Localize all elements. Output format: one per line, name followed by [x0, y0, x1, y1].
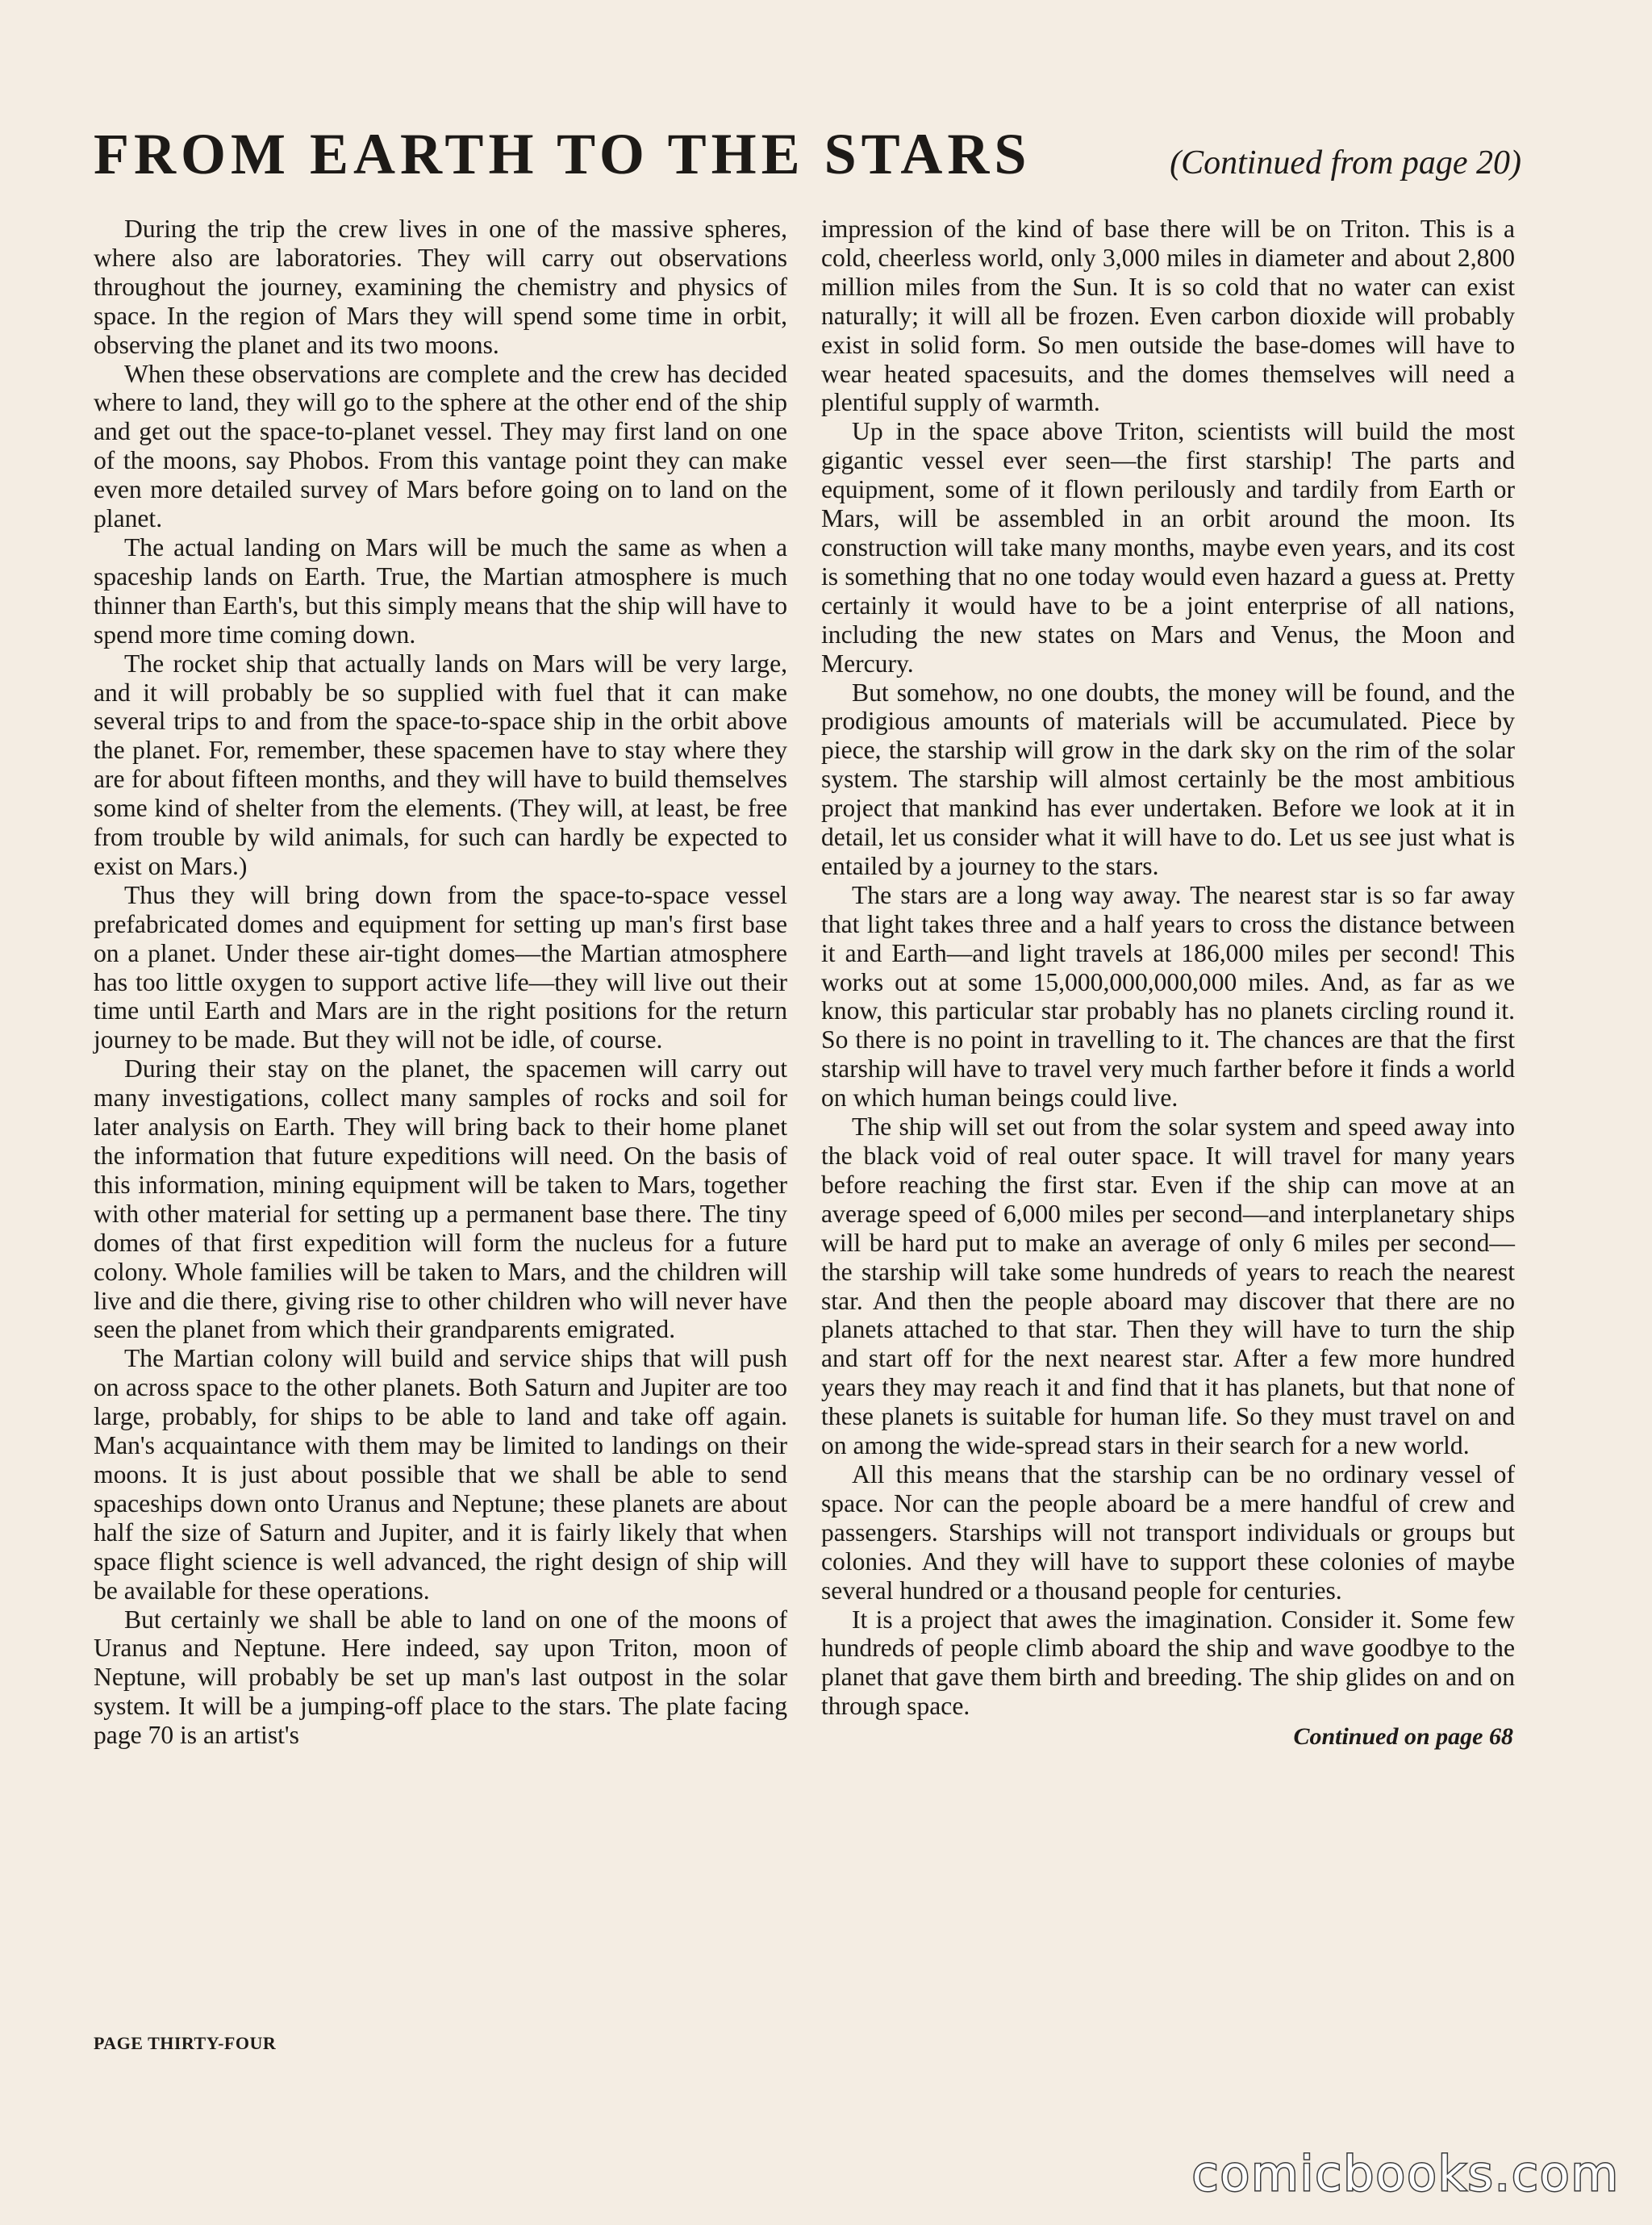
paragraph: Thus they will bring down from the space-to-space vessel prefabricated domes and equipment for setting up man's first base on a planet. Under these air-tight domes—the Martian atmosphere has too little oxygen to support active life—they will live out their time until Earth and Mars are in the right positions for the return journey to be made. But they will not be idle, of course.: [94, 880, 787, 1054]
paragraph: It is a project that awes the imagination. Consider it. Some few hundreds of people climb aboard the ship and wave goodbye to the planet that gave them birth and breeding. The ship glides on and on through space.: [821, 1605, 1515, 1721]
continued-from-note: (Continued from page 20): [1170, 144, 1521, 182]
left-column: [94, 215, 787, 1750]
paragraph: All this means that the starship can be no ordinary vessel of space. Nor can the people aboard be a mere handful of crew and passengers. Starships will not transport individuals or groups but colonies. And they will have to support these colonies of maybe several hundred or a thousand people for centuries.: [821, 1459, 1515, 1605]
paragraph: During their stay on the planet, the spacemen will carry out many investigations, collect many samples of rocks and soil for later analysis on Earth. They will bring back to their home planet the information that future expeditions will need. On the basis of this information, mining equipment will be taken to Mars, together with other material for setting up a permanent base there. The tiny domes of that first expedition will form the nucleus for a future colony. Whole families will be taken to Mars, and the children will live and die there, giving rise to other children who will never have seen the planet from which their grandparents emigrated.: [94, 1054, 787, 1344]
article-header: [94, 121, 1521, 188]
watermark-logo: comicbooks.com: [1191, 2146, 1620, 2202]
article-title: FROM EARTH TO THE STARS: [94, 122, 1032, 186]
paragraph: The Martian colony will build and service ships that will push on across space to the other planets. Both Saturn and Jupiter are too large, probably, for ships to be able to land and take off again. Man's acquaintance with them may be limited to landings on their moons. It is just about possible that we shall be able to send spaceships down onto Uranus and Neptune; these planets are about half the size of Saturn and Jupiter, and it is fairly likely that when space flight science is well advanced, the right design of ship will be available for these operations.: [94, 1344, 787, 1605]
paragraph: The actual landing on Mars will be much the same as when a spaceship lands on Earth. True, the Martian atmosphere is much thinner than Earth's, but this simply means that the ship will have to spend more time coming down.: [94, 532, 787, 649]
paragraph: But certainly we shall be able to land on one of the moons of Uranus and Neptune. Here indeed, say upon Triton, moon of Neptune, will probably be set up man's last outpost in the solar system. It will be a jumping-off place to the stars. The plate facing page 70 is an artist's: [94, 1605, 787, 1750]
continued-on-note: Continued on page 68: [1293, 1723, 1513, 1751]
paragraph: The rocket ship that actually lands on Mars will be very large, and it will probably be so supplied with fuel that it can make several trips to and from the space-to-space ship in the orbit above the planet. For, remember, these spacemen have to stay where they are for about fifteen months, and they will have to build themselves some kind of shelter from the elements. (They will, at least, be free from trouble by wild animals, for such can hardly be expected to exist on Mars.): [94, 649, 787, 880]
paragraph: The ship will set out from the solar system and speed away into the black void of real outer space. It will travel for many years before reaching the first star. Even if the ship can move at an average speed of 6,000 miles per second—and interplanetary ships will be hard put to make an average of only 6 miles per second—the starship will take some hundreds of years to reach the nearest star. And then the people aboard may discover that there are no planets attached to that star. Then they will have to turn the ship and start off for the next nearest star. After a few more hundred years they may reach it and find that it has planets, but that none of these planets is suitable for human life. So they must travel on and on among the wide-spread stars in their search for a new world.: [821, 1112, 1515, 1460]
paragraph: The stars are a long way away. The nearest star is so far away that light takes three and a half years to cross the distance between it and Earth—and light travels at 186,000 miles per second! This works out at some 15,000,000,000,000 miles. And, as far as we know, this particular star probably has no planets circling round it. So there is no point in travelling to it. The chances are that the first starship will have to travel very much farther before it finds a world on which human beings could live.: [821, 880, 1515, 1112]
paragraph: impression of the kind of base there will be on Triton. This is a cold, cheerless world, only 3,000 miles in diameter and about 2,800 million miles from the Sun. It is so cold that no water can exist naturally; it will all be frozen. Even carbon dioxide will probably exist in solid form. So men outside the base-domes will have to wear heated spacesuits, and the domes themselves will need a plentiful supply of warmth.: [821, 215, 1515, 417]
right-column: [821, 215, 1515, 1751]
page-number: PAGE THIRTY-FOUR: [94, 2033, 277, 2053]
paragraph: But somehow, no one doubts, the money will be found, and the prodigious amounts of materials will be accumulated. Piece by piece, the starship will grow in the dark sky on the rim of the solar system. The starship will almost certainly be the most ambitious project that mankind has ever undertaken. Before we look at it in detail, let us consider what it will have to do. Let us see just what is entailed by a journey to the stars.: [821, 678, 1515, 880]
paragraph: When these observations are complete and the crew has decided where to land, they will go to the sphere at the other end of the ship and get out the space-to-planet vessel. They may first land on one of the moons, say Phobos. From this vantage point they can make even more detailed survey of Mars before going on to land on the planet.: [94, 359, 787, 533]
paragraph: Up in the space above Triton, scientists will build the most gigantic vessel ever seen—the first starship! The parts and equipment, some of it flown perilously and tardily from Earth or Mars, will be assembled in an orbit around the moon. Its construction will take many months, maybe even years, and its cost is something that no one today would even hazard a guess at. Pretty certainly it would have to be a joint enterprise of all nations, including the new states on Mars and Venus, the Moon and Mercury.: [821, 417, 1515, 678]
paragraph: During the trip the crew lives in one of the massive spheres, where also are laboratories. They will carry out observations throughout the journey, examining the chemistry and physics of space. In the region of Mars they will spend some time in orbit, observing the planet and its two moons.: [94, 215, 787, 359]
